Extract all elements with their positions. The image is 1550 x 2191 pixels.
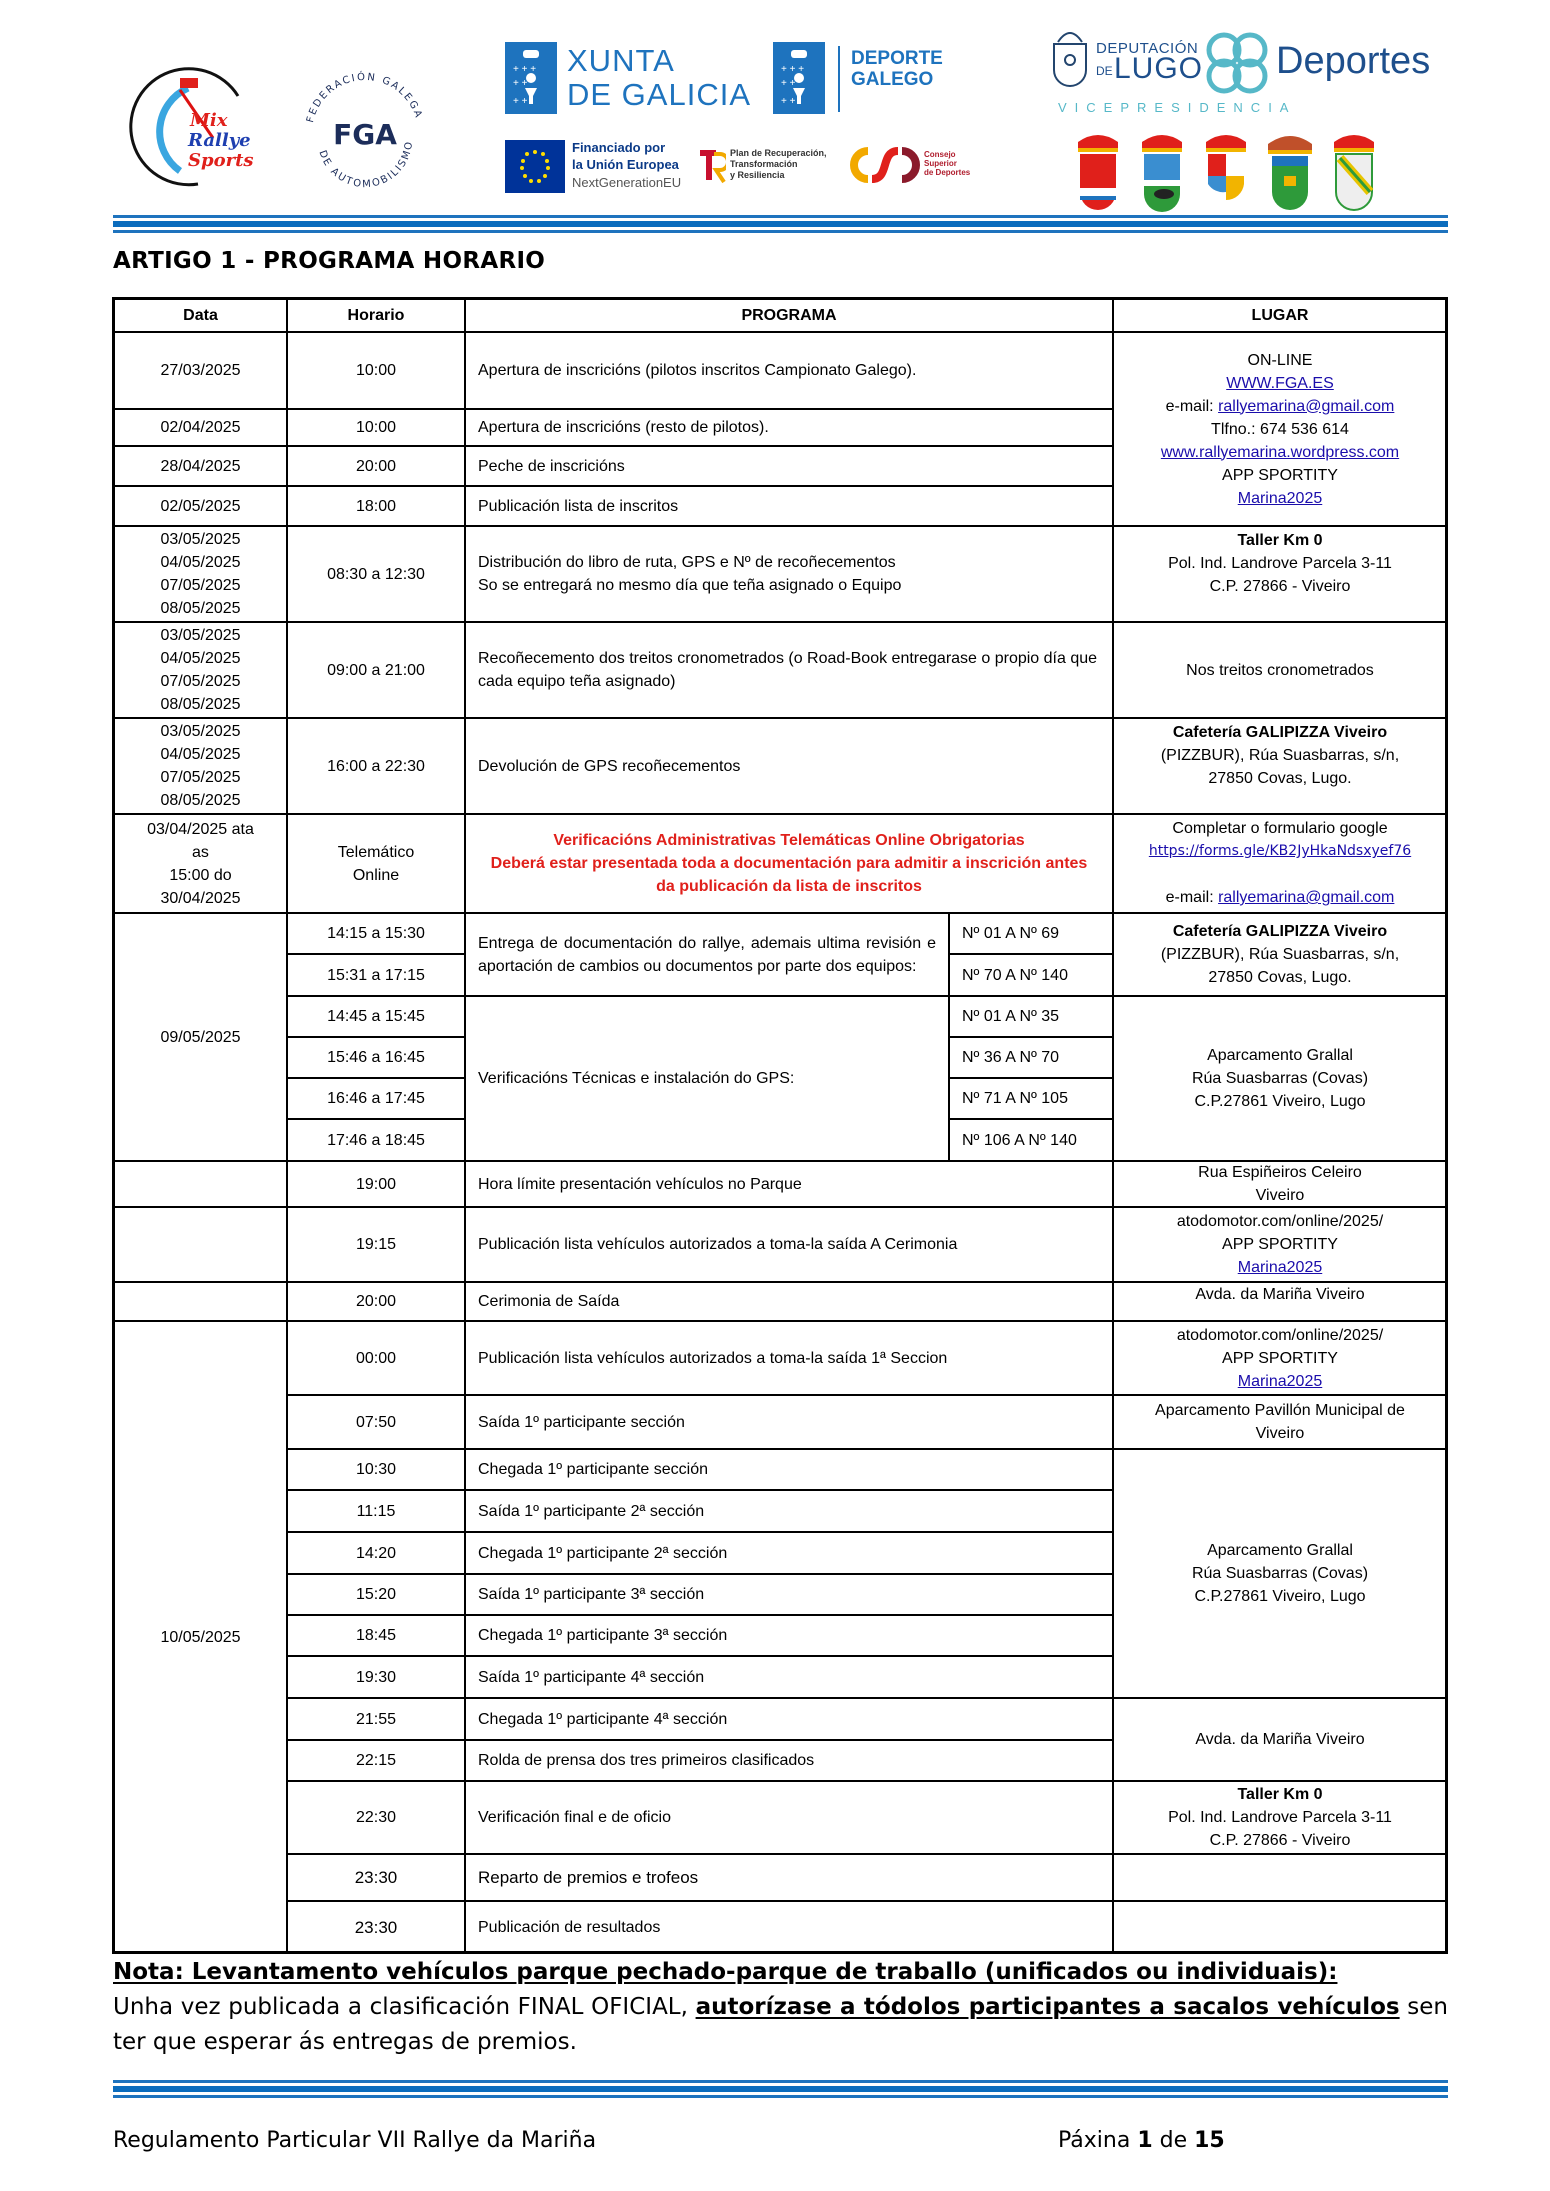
table-cell-program: Apertura de inscricións (resto de pilotos).: [464, 408, 1114, 447]
place-line: Viveiro: [1255, 1425, 1305, 1442]
prtr-line: Plan de Recuperación,: [730, 148, 827, 158]
table-cell-place: [1112, 1160, 1448, 1208]
place-line: atodomotor.com/online/2025/: [1176, 1326, 1384, 1344]
table-cell-dates: [113, 717, 288, 815]
svg-text:DE AUTOMOBILISMO: DE AUTOMOBILISMO: [316, 139, 416, 191]
table-cell-program: Chegada 1º participante 3ª sección: [464, 1614, 1114, 1657]
place-line: (PIZZBUR), Rúa Suasbarras, s/n,: [1160, 946, 1400, 963]
table-cell-time: [286, 813, 466, 914]
table-cell-program: Reparto de premios e trofeos: [464, 1853, 1114, 1902]
table-cell-date: 28/04/2025: [113, 445, 288, 487]
table-cell-date: [113, 813, 288, 914]
svg-text:+ +: + +: [781, 96, 796, 107]
deportes-text: Deportes: [1276, 40, 1431, 82]
table-cell-date-empty: [113, 1206, 288, 1283]
table-cell-time: 08:30 a 12:30: [286, 525, 466, 623]
place-line: C.P.27861 Viveiro, Lugo: [1194, 1588, 1366, 1605]
place-line: APP SPORTITY: [1222, 1349, 1338, 1367]
time-line: Online: [352, 866, 400, 884]
email-line: [1166, 395, 1395, 418]
eu-flag-icon: [505, 140, 565, 193]
table-cell-range: Nº 70 A Nº 140: [948, 953, 1114, 997]
place-line: Aparcamento Grallal: [1207, 1047, 1353, 1064]
table-cell-program: Chegada 1º participante 4ª sección: [464, 1697, 1114, 1741]
de-galicia-text: DE GALICIA: [567, 77, 751, 112]
svg-text:Sports: Sports: [188, 150, 254, 171]
table-cell-time: 16:00 a 22:30: [286, 717, 466, 815]
table-cell-time: 20:00: [286, 1281, 466, 1322]
table-cell-time: 14:20: [286, 1531, 466, 1575]
municipal-coats-of-arms: [1072, 128, 1402, 218]
google-form-link[interactable]: https://forms.gle/KB2JyHkaNdsxyef76: [1148, 843, 1412, 859]
galego-text: GALEGO: [851, 69, 934, 90]
table-cell-program: Verificación final e de oficio: [464, 1780, 1114, 1855]
table-cell-program: Chegada 1º participante sección: [464, 1448, 1114, 1491]
date-item: 07/05/2025: [160, 577, 241, 594]
csd-line: Superior: [924, 159, 957, 168]
email-link[interactable]: rallyemarina@gmail.com: [1218, 889, 1395, 906]
table-cell-program: Recoñecemento dos treitos cronometrados (o Road-Book entregarase o propio día que cada equipo teña asignado): [464, 621, 1114, 719]
date-item: 03/05/2025: [160, 627, 241, 644]
table-cell-place: Avda. da Mariña Viveiro: [1112, 1697, 1448, 1782]
place-line: 27850 Covas, Lugo.: [1208, 770, 1352, 787]
place-line: Aparcamento Grallal: [1207, 1542, 1353, 1559]
footer-title: Regulamento Particular VII Rallye da Mariña: [113, 2128, 597, 2153]
place-line: Rua Espiñeiros Celeiro: [1198, 1164, 1362, 1181]
date-line: 15:00 do: [169, 866, 232, 884]
table-cell-place-online: [1112, 331, 1448, 527]
table-cell-date: 10/05/2025: [113, 1320, 288, 1954]
table-cell-time: 15:46 a 16:45: [286, 1036, 466, 1079]
note-heading-text: Nota: Levantamento vehículos parque pechado-parque de traballo (unificados ou individuais):: [113, 1959, 1338, 1985]
table-cell-time: 23:30: [286, 1900, 466, 1954]
date-line: 30/04/2025: [160, 889, 241, 907]
alert-line: Verificacións Administrativas Telemáticas Online Obrigatorias: [553, 832, 1025, 849]
email-line: [1166, 886, 1395, 909]
table-cell-date: 02/05/2025: [113, 485, 288, 527]
table-cell-program: Publicación lista vehículos autorizados a toma-la saída 1ª Seccion: [464, 1320, 1114, 1396]
table-cell-time: 23:30: [286, 1853, 466, 1902]
table-cell-place-empty: [1112, 1900, 1448, 1954]
table-cell-place-empty: [1112, 1853, 1448, 1902]
eu-text-1: Financiado por: [572, 140, 666, 155]
date-line: as: [192, 843, 209, 861]
online-label: ON-LINE: [1247, 351, 1313, 369]
table-cell-time: 15:31 a 17:15: [286, 953, 466, 997]
place-line: C.P. 27866 - Viveiro: [1209, 1832, 1351, 1849]
place-line: Rúa Suasbarras (Covas): [1191, 1565, 1369, 1582]
table-cell-dates: [113, 621, 288, 719]
table-cell-time: 11:15: [286, 1489, 466, 1533]
svg-text:+ + +: + + +: [781, 64, 805, 75]
place-line: Pol. Ind. Landrove Parcela 3-11: [1168, 555, 1392, 572]
column-header-lugar: LUGAR: [1112, 298, 1448, 333]
program-line: Distribución do libro de ruta, GPS e Nº de recoñecementos: [478, 554, 896, 571]
table-cell-place: [1112, 525, 1448, 623]
table-cell-program: Apertura de inscricións (pilotos inscritos Campionato Galego).: [464, 331, 1114, 410]
table-cell-time: 10:30: [286, 1448, 466, 1491]
date-item: 08/05/2025: [160, 600, 241, 617]
table-cell-date: 02/04/2025: [113, 408, 288, 447]
prtr-line: Transformación: [730, 159, 798, 169]
place-line: Viveiro: [1255, 1187, 1305, 1204]
website-link[interactable]: www.rallyemarina.wordpress.com: [1160, 443, 1400, 461]
svg-text:FGA: FGA: [333, 118, 397, 151]
table-cell-program: Saída 1º participante 4ª sección: [464, 1655, 1114, 1699]
column-header-programa: PROGRAMA: [464, 298, 1114, 333]
table-cell-range: Nº 01 A Nº 69: [948, 912, 1114, 955]
table-cell-place: Avda. da Mariña Viveiro: [1112, 1281, 1448, 1322]
table-cell-time: 10:00: [286, 331, 466, 410]
place-line: Pol. Ind. Landrove Parcela 3-11: [1168, 1809, 1392, 1826]
table-cell-time: 14:45 a 15:45: [286, 995, 466, 1038]
date-item: 07/05/2025: [160, 769, 241, 786]
column-header-data: Data: [113, 298, 288, 333]
table-cell-place: [1112, 813, 1448, 914]
table-cell-program: Rolda de prensa dos tres primeiros clasificados: [464, 1739, 1114, 1782]
phone-text: Tlfno.: 674 536 614: [1211, 420, 1349, 438]
table-cell-place: [1112, 1780, 1448, 1855]
note-text: Unha vez publicada a clasificación FINAL OFICIAL,: [113, 1994, 696, 2020]
eu-text-3: NextGenerationEU: [572, 175, 682, 190]
date-item: 04/05/2025: [160, 554, 241, 571]
fga-logo: [290, 58, 440, 208]
table-cell-time: 20:00: [286, 445, 466, 487]
date-item: 07/05/2025: [160, 673, 241, 690]
table-cell-time: 10:00: [286, 408, 466, 447]
date-item: 03/05/2025: [160, 531, 241, 548]
place-line: APP SPORTITY: [1222, 1236, 1338, 1253]
coat-of-arms-icon: [1142, 135, 1182, 212]
coat-of-arms-icon: [1334, 135, 1374, 210]
place-line: C.P.27861 Viveiro, Lugo: [1194, 1093, 1366, 1110]
svg-text:+ + +: + + +: [513, 64, 537, 75]
table-cell-place: [1112, 1206, 1448, 1283]
table-cell-program: Entrega de documentación do rallye, ademais ultima revisión e aportación de cambios ou documentos por parte dos equipos:: [464, 912, 950, 997]
table-cell-program: Cerimonia de Saída: [464, 1281, 1114, 1322]
table-cell-date: 09/05/2025: [113, 912, 288, 1162]
table-cell-date-empty: [113, 1281, 288, 1322]
coat-of-arms-icon: [1268, 136, 1312, 210]
mix-rallye-sports-logo: [128, 66, 288, 196]
table-cell-time: 22:30: [286, 1780, 466, 1855]
deputacion-text: DEPUTACIÓN: [1096, 40, 1199, 57]
date-item: 08/05/2025: [160, 792, 241, 809]
svg-text:+ +: + +: [513, 78, 528, 89]
svg-text:FEDERACIÓN GALEGA: FEDERACIÓN GALEGA: [305, 71, 425, 124]
table-cell-program: Chegada 1º participante 2ª sección: [464, 1531, 1114, 1575]
page-of: de: [1152, 2128, 1195, 2153]
header-separator: [113, 215, 1448, 233]
table-cell-time: 00:00: [286, 1320, 466, 1396]
table-cell-date: 27/03/2025: [113, 331, 288, 410]
page-total: 15: [1194, 2128, 1225, 2153]
table-cell-range: Nº 106 A Nº 140: [948, 1118, 1114, 1162]
csd-line: de Deportes: [924, 168, 971, 177]
table-cell-place: Nos treitos cronometrados: [1112, 621, 1448, 719]
coat-of-arms-icon: [1206, 135, 1246, 200]
place-line: 27850 Covas, Lugo.: [1208, 969, 1352, 986]
place-line: Rúa Suasbarras (Covas): [1191, 1070, 1369, 1087]
table-cell-program: Publicación lista vehículos autorizados a toma-la saída A Cerimonia: [464, 1206, 1114, 1283]
page-title: ARTIGO 1 - PROGRAMA HORARIO: [113, 248, 546, 274]
table-cell-program: Devolución de GPS recoñecementos: [464, 717, 1114, 815]
footer-separator: [113, 2080, 1448, 2098]
table-cell-range: Nº 01 A Nº 35: [948, 995, 1114, 1038]
coat-of-arms-icon: [1078, 135, 1118, 210]
csd-text: [924, 150, 970, 177]
note-emphasis: autorízase a tódolos participantes a sacalos vehículos: [695, 1994, 1400, 2020]
date-item: 08/05/2025: [160, 696, 241, 713]
de-text: DE: [1096, 64, 1113, 78]
table-cell-dates: [113, 525, 288, 623]
fga-link[interactable]: WWW.FGA.ES: [1226, 374, 1334, 392]
table-cell-time: 19:30: [286, 1655, 466, 1699]
table-cell-range: Nº 71 A Nº 105: [948, 1077, 1114, 1120]
prtr-text: [730, 148, 827, 181]
lugo-shield-icon: [1050, 22, 1090, 92]
table-cell-program: Saída 1º participante 2ª sección: [464, 1489, 1114, 1533]
table-cell-time: 19:15: [286, 1206, 466, 1283]
place-line: Aparcamento Pavillón Municipal de: [1155, 1402, 1405, 1419]
alert-line: Deberá estar presentada toda a documentación para admitir a inscrición antes da publicación da lista de inscritos: [490, 855, 1088, 895]
prtr-logo-icon: [700, 148, 726, 184]
deporte-text: DEPORTE: [851, 48, 943, 69]
date-item: 03/05/2025: [160, 723, 241, 740]
time-line: Telemático: [337, 843, 415, 861]
app-text: APP SPORTITY: [1222, 466, 1338, 484]
svg-text:Rallye: Rallye: [188, 130, 251, 151]
vicepresidencia-text: VICEPRESIDENCIA: [1058, 100, 1297, 115]
table-cell-place: [1112, 717, 1448, 815]
table-cell-program: Verificacións Técnicas e instalación do GPS:: [464, 995, 950, 1162]
table-cell-time: 15:20: [286, 1573, 466, 1616]
prtr-line: y Resiliencia: [730, 170, 785, 180]
svg-text:+ +: + +: [513, 96, 528, 107]
table-cell-time: 18:00: [286, 485, 466, 527]
table-cell-range: Nº 36 A Nº 70: [948, 1036, 1114, 1079]
table-cell-place: [1112, 995, 1448, 1162]
eu-text-2: la Unión Europea: [572, 157, 679, 172]
table-cell-time: 22:15: [286, 1739, 466, 1782]
table-cell-time: 19:00: [286, 1160, 466, 1208]
email-link[interactable]: rallyemarina@gmail.com: [1218, 397, 1395, 415]
table-cell-program: Saída 1º participante sección: [464, 1394, 1114, 1450]
email-label: e-mail:: [1165, 397, 1219, 415]
note-heading: [113, 1955, 1448, 1990]
place-name: Taller Km 0: [1237, 1786, 1323, 1803]
table-cell-time: 18:45: [286, 1614, 466, 1657]
svg-text:Mix: Mix: [190, 110, 228, 131]
galicia-shield-icon: [505, 42, 557, 114]
table-cell-time: 14:15 a 15:30: [286, 912, 466, 955]
table-cell-place: [1112, 1320, 1448, 1396]
table-cell-date-empty: [113, 1160, 288, 1208]
table-cell-time: 16:46 a 17:45: [286, 1077, 466, 1120]
program-line: So se entregará no mesmo día que teña asignado o Equipo: [478, 577, 902, 594]
galicia-shield-icon: [773, 42, 825, 114]
place-line: atodomotor.com/online/2025/: [1176, 1213, 1384, 1230]
csd-logo-icon: [850, 145, 920, 185]
table-cell-time: 09:00 a 21:00: [286, 621, 466, 719]
app-code-link[interactable]: Marina2025: [1237, 1372, 1323, 1390]
divider: [838, 46, 840, 112]
table-cell-program: [464, 525, 1114, 623]
place-line: Completar o formulario google: [1172, 820, 1388, 837]
place-name: Taller Km 0: [1237, 532, 1323, 549]
note-text: sen ter que esperar ás entregas de premios.: [113, 1994, 1448, 2055]
page-label: Páxina: [1058, 2128, 1138, 2153]
table-cell-program: Hora límite presentación vehículos no Parque: [464, 1160, 1114, 1208]
place-name: Cafetería GALIPIZZA Viveiro: [1172, 923, 1388, 940]
svg-text:+ +: + +: [781, 78, 796, 89]
email-label: e-mail:: [1165, 889, 1219, 906]
page-number: [1058, 2128, 1225, 2153]
table-cell-time: 21:55: [286, 1697, 466, 1741]
place-line: C.P. 27866 - Viveiro: [1209, 578, 1351, 595]
table-cell-program-alert: [464, 813, 1114, 914]
table-cell-program: Peche de inscricións: [464, 445, 1114, 487]
app-code-link[interactable]: Marina2025: [1237, 1259, 1323, 1276]
page-current: 1: [1137, 2128, 1153, 2153]
table-cell-place: [1112, 912, 1448, 997]
date-item: 04/05/2025: [160, 746, 241, 763]
column-header-horario: Horario: [286, 298, 466, 333]
table-cell-time: 17:46 a 18:45: [286, 1118, 466, 1162]
note-body: [113, 1990, 1448, 2060]
app-code-link[interactable]: Marina2025: [1237, 489, 1323, 507]
table-cell-place: [1112, 1394, 1448, 1450]
xunta-de-galicia-logo: [505, 40, 975, 120]
xunta-text: XUNTA: [567, 43, 675, 78]
date-line: 03/04/2025 ata: [147, 820, 254, 838]
table-cell-program: Publicación de resultados: [464, 1900, 1114, 1954]
lugo-knot-icon: [1202, 28, 1272, 98]
table-cell-place: [1112, 1448, 1448, 1699]
lugo-text: LUGO: [1114, 52, 1204, 85]
csd-line: Consejo: [924, 150, 956, 159]
place-line: (PIZZBUR), Rúa Suasbarras, s/n,: [1160, 747, 1400, 764]
date-item: 04/05/2025: [160, 650, 241, 667]
table-cell-time: 07:50: [286, 1394, 466, 1450]
table-cell-program: Publicación lista de inscritos: [464, 485, 1114, 527]
table-cell-program: Saída 1º participante 3ª sección: [464, 1573, 1114, 1616]
place-name: Cafetería GALIPIZZA Viveiro: [1172, 724, 1388, 741]
